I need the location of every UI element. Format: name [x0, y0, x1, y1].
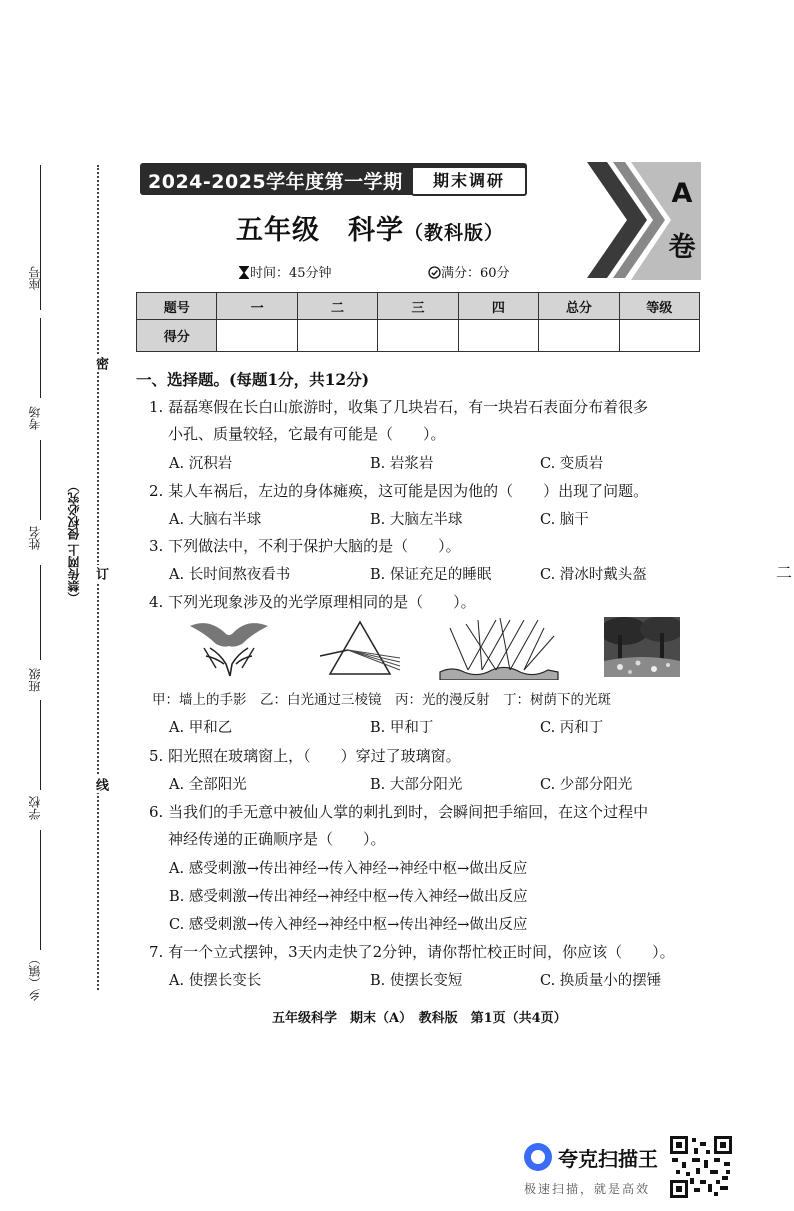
score-header-cell: 总分	[539, 293, 619, 320]
class-label: 班级	[28, 668, 42, 692]
watermark-slogan: 极速扫描，就是高效	[524, 1182, 651, 1196]
binding-line	[40, 318, 41, 398]
township-label: 乡（镇）	[28, 953, 42, 1001]
q7-option-b[interactable]: B. 使摆长变短	[370, 973, 463, 989]
check-circle-icon	[428, 266, 441, 279]
score-header-cell: 等级	[619, 293, 699, 320]
diffuse-reflection-image	[438, 614, 560, 680]
right-edge-mark: 二	[776, 563, 793, 582]
q4-option-c[interactable]: C. 丙和丁	[540, 720, 604, 736]
q6-option-a[interactable]: A. 感受刺激→传出神经→传入神经→神经中枢→做出反应	[169, 861, 528, 877]
copyright-notice: （禁传网上 侵权必究）	[67, 480, 81, 605]
seal-char-ding: 订	[93, 567, 108, 580]
binding-line	[40, 830, 41, 950]
score-cell[interactable]	[297, 320, 377, 352]
score-table-header-row	[137, 293, 700, 320]
school-label: 学校	[28, 796, 42, 820]
q6-option-b[interactable]: B. 感受刺激→传出神经→神经中枢→传入神经→做出反应	[169, 889, 528, 905]
seat-number-label: 座号	[28, 266, 42, 290]
paper-badge-juan: 卷	[668, 232, 696, 263]
q6-option-c[interactable]: C. 感受刺激→传入神经→神经中枢→传出神经→做出反应	[169, 917, 528, 933]
q4-image-captions: 甲：墙上的手影 乙：白光通过三棱镜 丙：光的漫反射 丁：树荫下的光斑	[152, 692, 611, 708]
q7-option-a[interactable]: A. 使摆长变长	[169, 973, 262, 989]
prism-image	[318, 618, 402, 678]
year-banner-text: 2024-2025学年度第一学期	[148, 171, 403, 193]
score-cell[interactable]	[458, 320, 538, 352]
score-header-cell: 二	[297, 293, 377, 320]
page-footer: 五年级科学 期末（A） 教科版 第1页（共4页）	[272, 1011, 567, 1026]
q7-option-c[interactable]: C. 换质量小的摆锤	[540, 973, 662, 989]
score-cell[interactable]	[619, 320, 699, 352]
question-5-line-1: 5. 阳光照在玻璃窗上，（ ）穿过了玻璃窗。	[149, 747, 461, 765]
binding-line	[40, 700, 41, 790]
question-7-line-1: 7. 有一个立式摆钟，3天内走快了2分钟，请你帮忙校正时间，你应该（ ）。	[149, 943, 675, 961]
q5-option-b[interactable]: B. 大部分阳光	[370, 777, 463, 793]
q3-option-b[interactable]: B. 保证充足的睡眠	[370, 567, 492, 583]
seal-char-mi: 密	[93, 357, 108, 370]
q5-option-c[interactable]: C. 少部分阳光	[540, 777, 633, 793]
q4-option-b[interactable]: B. 甲和丁	[370, 720, 434, 736]
q3-option-a[interactable]: A. 长时间熬夜看书	[169, 567, 291, 583]
q3-option-c[interactable]: C. 滑冰时戴头盔	[540, 567, 647, 583]
full-score	[428, 262, 510, 281]
paper-badge-letter: A	[671, 178, 693, 209]
title-main: 五年级 科学	[236, 215, 404, 246]
qr-code-icon	[670, 1136, 732, 1198]
score-table-score-row	[137, 320, 700, 352]
hand-shadow-image	[186, 618, 272, 678]
tree-shade-photo	[604, 617, 680, 677]
question-2-line-1: 2. 某人车祸后，左边的身体瘫痪，这可能是因为他的（ ）出现了问题。	[149, 482, 649, 500]
hourglass-icon	[238, 266, 250, 279]
score-header-cell: 三	[378, 293, 458, 320]
score-table	[136, 292, 700, 352]
binding-line	[40, 565, 41, 660]
seal-char-xian: 线	[93, 778, 108, 791]
question-1-line-2: 小孔、质量较轻，它最有可能是（ ）。	[168, 425, 446, 443]
exam-time	[238, 262, 332, 281]
watermark-name: 夸克扫描王	[558, 1147, 658, 1171]
q4-option-a[interactable]: A. 甲和乙	[169, 720, 233, 736]
exam-room-label: 考场	[28, 406, 42, 430]
q1-option-c[interactable]: C. 变质岩	[540, 456, 604, 472]
binding-line	[40, 440, 41, 520]
question-6-line-2: 神经传递的正确顺序是（ ）。	[168, 830, 386, 848]
title-edition: （教科版）	[404, 222, 505, 244]
q5-option-a[interactable]: A. 全部阳光	[169, 777, 247, 793]
q1-option-a[interactable]: A. 沉积岩	[169, 456, 233, 472]
full-score-text: 满分：60分	[441, 266, 510, 281]
question-6-line-1: 6. 当我们的手无意中被仙人掌的刺扎到时，会瞬间把手缩回，在这个过程中	[149, 803, 649, 821]
exam-tag: 期末调研	[411, 166, 527, 196]
quark-logo-icon	[524, 1143, 552, 1171]
exam-time-text: 时间：45分钟	[250, 266, 332, 281]
score-header-cell: 一	[217, 293, 297, 320]
q2-option-c[interactable]: C. 脑干	[540, 512, 589, 528]
question-1-line-1: 1. 磊磊寒假在长白山旅游时，收集了几块岩石，有一块岩石表面分布着很多	[149, 398, 649, 416]
section-title: 一、选择题。(每题1分，共12分)	[136, 370, 370, 389]
score-row-label: 得分	[137, 320, 217, 352]
score-header-cell: 四	[458, 293, 538, 320]
score-cell[interactable]	[217, 320, 297, 352]
question-3-line-1: 3. 下列做法中，不利于保护大脑的是（ ）。	[149, 537, 461, 555]
score-header-cell: 题号	[137, 293, 217, 320]
question-4-line-1: 4. 下列光现象涉及的光学原理相同的是（ ）。	[149, 593, 476, 611]
q2-option-b[interactable]: B. 大脑左半球	[370, 512, 463, 528]
q2-option-a[interactable]: A. 大脑右半球	[169, 512, 262, 528]
score-cell[interactable]	[378, 320, 458, 352]
name-label: 姓名	[28, 526, 42, 550]
score-cell[interactable]	[539, 320, 619, 352]
page-title	[236, 208, 504, 247]
q1-option-b[interactable]: B. 岩浆岩	[370, 456, 434, 472]
